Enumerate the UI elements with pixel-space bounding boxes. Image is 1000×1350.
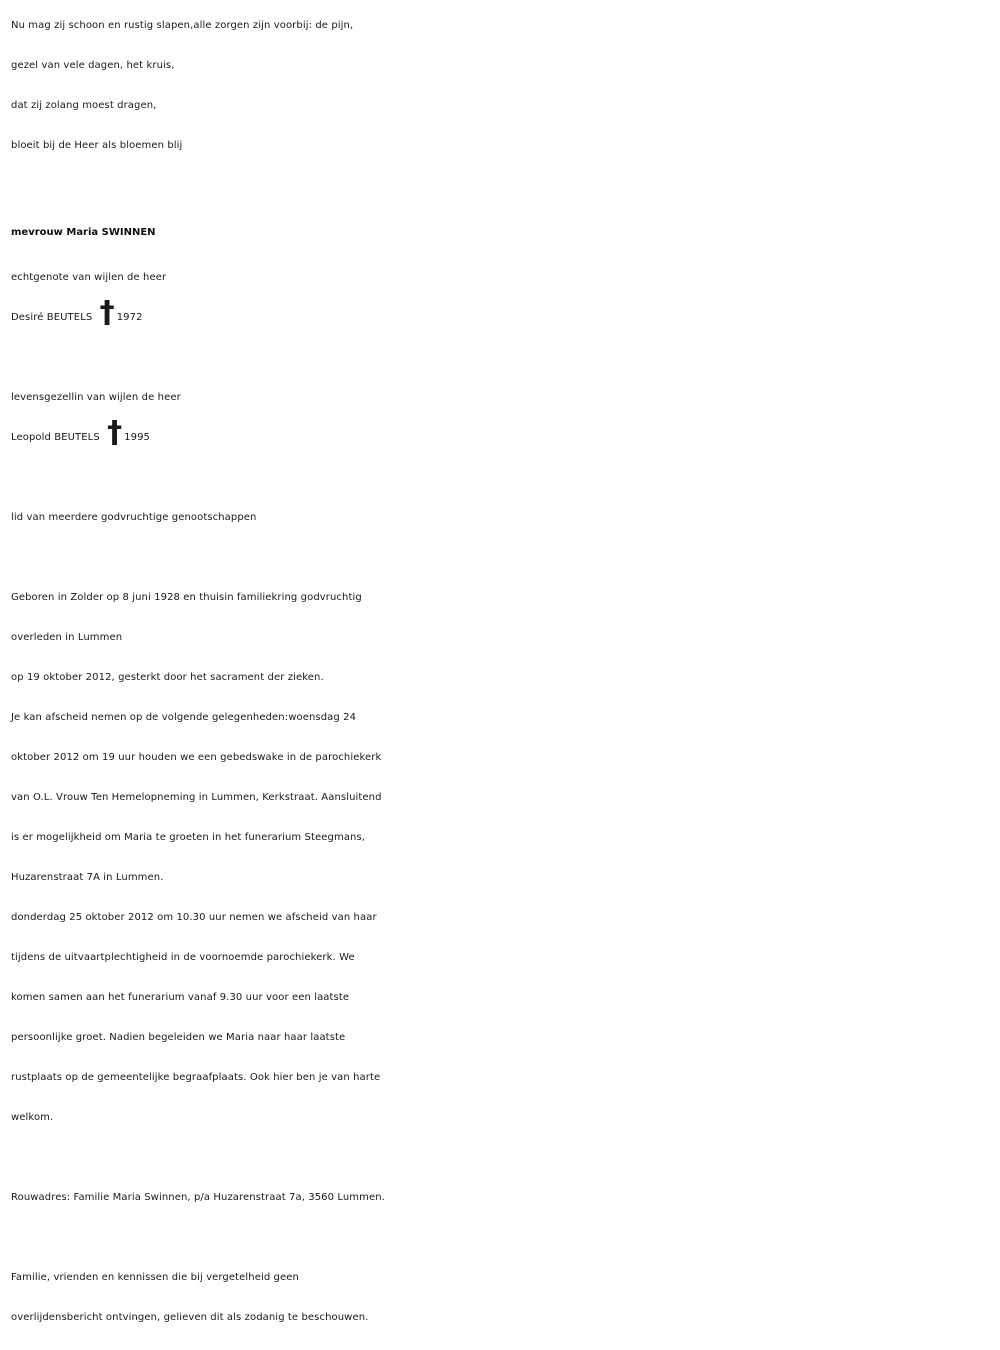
closing-text [11, 1258, 996, 1338]
body-line: overleden in Lummen [11, 632, 123, 643]
spacer [11, 338, 996, 378]
body-line: persoonlijke groet. Nadien begeleiden we Maria naar haar laatste [11, 1032, 346, 1043]
body-line: oktober 2012 om 19 uur houden we een gebedswake in de parochiekerk [11, 752, 382, 763]
cross-icon: † [99, 295, 115, 330]
body-line: donderdag 25 oktober 2012 om 10.30 uur nemen we afscheid van haar [11, 912, 377, 923]
spouse-line [11, 295, 996, 338]
body-line: komen samen aan het funerarium vanaf 9.30 uur voor een laatste [11, 992, 350, 1003]
obituary-document [11, 6, 996, 1338]
spouse-intro: echtgenote van wijlen de heer [11, 272, 167, 283]
cross-icon: † [107, 415, 123, 450]
poem-line: gezel van vele dagen, het kruis, [11, 60, 175, 71]
spacer [11, 1218, 996, 1258]
body-line: Geboren in Zolder op 8 juni 1928 en thuisin familiekring godvruchtig [11, 592, 362, 603]
body-line: Huzarenstraat 7A in Lummen. [11, 872, 164, 883]
partner-line [11, 415, 996, 458]
poem-line: dat zij zolang moest dragen, [11, 100, 157, 111]
partner-name: Leopold BEUTELS [11, 432, 100, 443]
deceased-name-heading: mevrouw Maria SWINNEN [11, 227, 156, 238]
poem-line: bloeit bij de Heer als bloemen blij [11, 140, 183, 151]
spacer [11, 1138, 996, 1178]
membership-text: lid van meerdere godvruchtige genootschappen [11, 512, 257, 523]
body-text [11, 578, 996, 1138]
poem [11, 6, 996, 166]
body-line: rustplaats op de gemeentelijke begraafplaats. Ook hier ben je van harte [11, 1072, 381, 1083]
spacer [11, 166, 996, 206]
closing-line: Familie, vrienden en kennissen die bij vergetelheid geen [11, 1272, 299, 1283]
spouse-death-year: 1972 [116, 312, 143, 323]
mourning-address: Rouwadres: Familie Maria Swinnen, p/a Huzarenstraat 7a, 3560 Lummen. [11, 1192, 385, 1203]
body-line: tijdens de uitvaartplechtigheid in de voornoemde parochiekerk. We [11, 952, 355, 963]
body-line: is er mogelijkheid om Maria te groeten in het funerarium Steegmans, [11, 832, 366, 843]
body-line: op 19 oktober 2012, gesterkt door het sacrament der zieken. [11, 672, 324, 683]
body-line: welkom. [11, 1112, 54, 1123]
spouse-section [11, 258, 996, 338]
partner-intro: levensgezellin van wijlen de heer [11, 392, 181, 403]
spacer [11, 538, 996, 578]
spouse-name: Desiré BEUTELS [11, 312, 93, 323]
body-line: van O.L. Vrouw Ten Hemelopneming in Lummen, Kerkstraat. Aansluitend [11, 792, 382, 803]
spacer [11, 458, 996, 498]
partner-section [11, 378, 996, 458]
body-line: Je kan afscheid nemen op de volgende gelegenheden:woensdag 24 [11, 712, 357, 723]
closing-line: overlijdensbericht ontvingen, gelieven dit als zodanig te beschouwen. [11, 1312, 369, 1323]
partner-death-year: 1995 [124, 432, 151, 443]
poem-line: Nu mag zij schoon en rustig slapen,alle zorgen zijn voorbij: de pijn, [11, 20, 354, 31]
